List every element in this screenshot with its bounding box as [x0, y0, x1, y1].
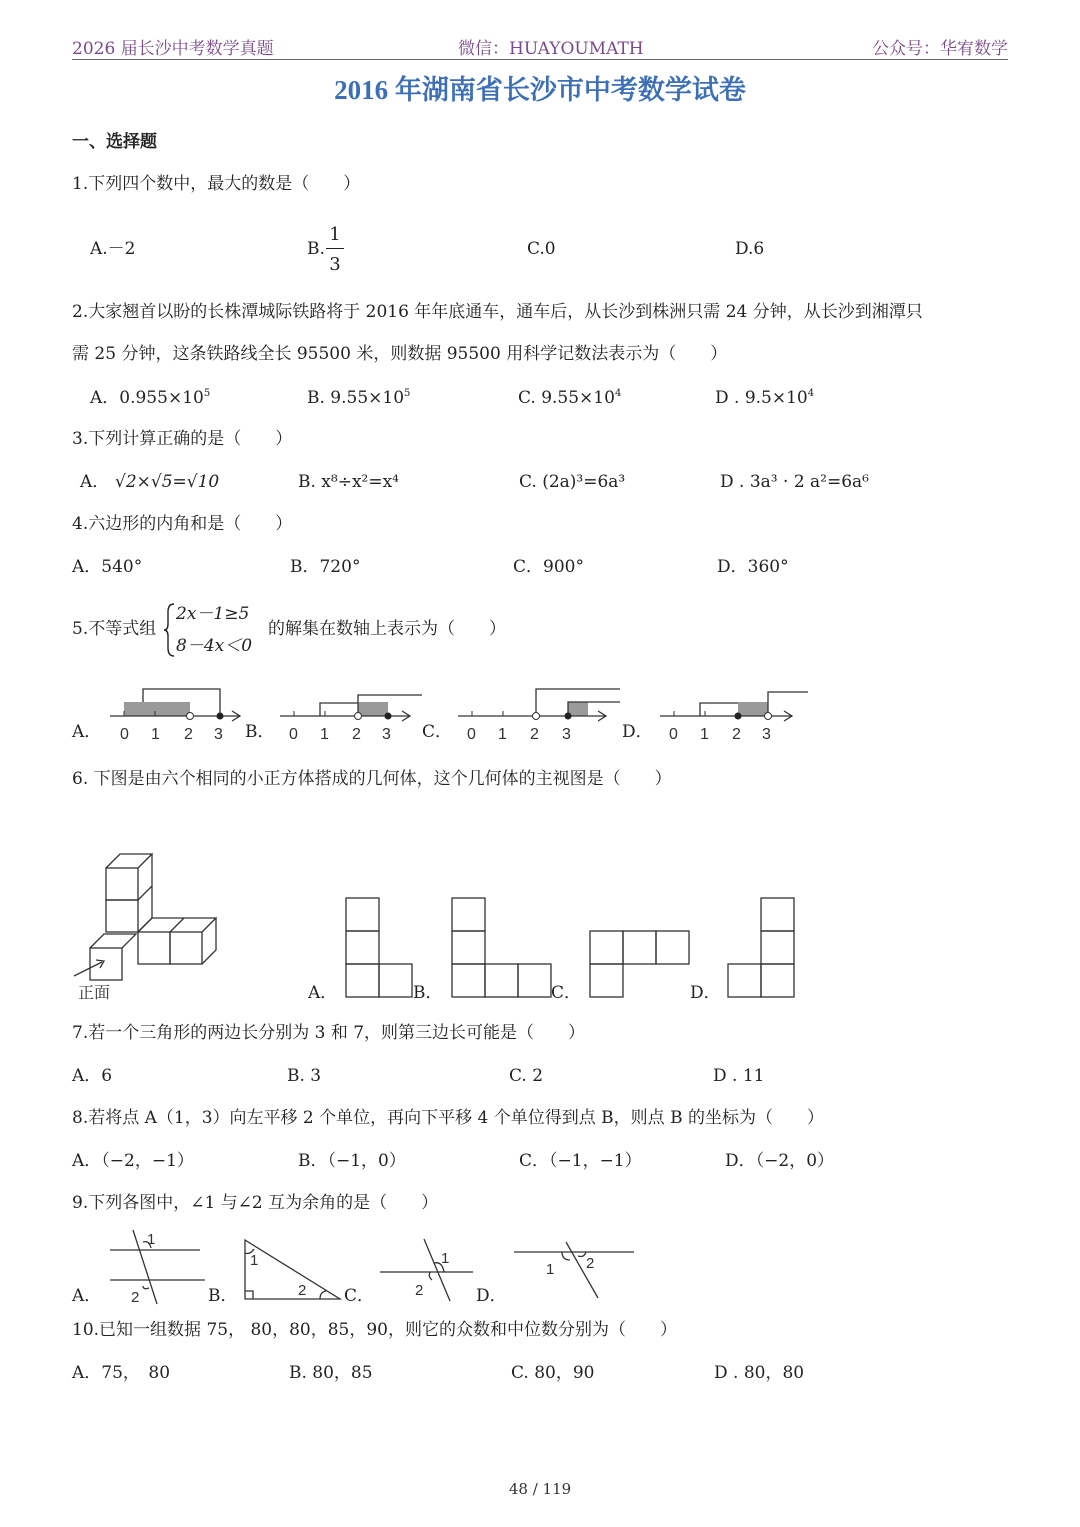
q5-option-a-label: A．: [72, 722, 102, 742]
tick-label: 2: [184, 726, 193, 743]
q7-option-b: B. 3: [287, 1066, 322, 1086]
angle-label: 1: [147, 1231, 156, 1248]
header-right: 公众号：华宥数学: [872, 39, 1008, 59]
q6-option-d-label: D．: [690, 983, 721, 1003]
tick-label: 2: [732, 726, 741, 743]
q5-option-c-label: C．: [422, 722, 453, 742]
q3-option-c: C. (2a)³=6a³: [519, 472, 626, 492]
angle-figure-d: [512, 1238, 637, 1308]
fraction-bar: [326, 248, 344, 249]
q5-option-b-label: B．: [245, 722, 275, 742]
header-left: 2026 届长沙中考数学真题: [72, 39, 274, 59]
angle-label: 1: [441, 1250, 450, 1267]
q6-stem: 6. 下图是由六个相同的小正方体搭成的几何体，这个几何体的主视图是（ ）: [72, 769, 672, 789]
q10-option-b: B. 80，85: [289, 1363, 373, 1383]
q8-option-b: B．（−1，0）: [298, 1151, 406, 1171]
number-line-a: [100, 685, 250, 745]
q3-option-a-label: A．: [80, 472, 110, 492]
tick-label: 1: [151, 726, 160, 743]
q1-option-a: A.－2: [90, 239, 136, 259]
q10-option-d: D . 80，80: [714, 1363, 805, 1383]
tick-label: 0: [467, 726, 476, 743]
header-divider: [72, 59, 1008, 60]
q1-option-b-prefix: B.: [307, 239, 325, 259]
angle-label: 2: [415, 1282, 424, 1299]
q2-option-a: A．$0.955\times 10^5$: [90, 388, 211, 408]
q2-option-d: D . $9.5\times 10^4$: [715, 388, 815, 408]
angle-label: 1: [250, 1252, 259, 1269]
q5-option-d-label: D．: [622, 722, 653, 742]
brace-icon: [164, 602, 176, 658]
angle-label: 1: [546, 1261, 555, 1278]
q2-stem-line2: 需 25 分钟，这条铁路线全长 95500 米，则数据 95500 用科学记数法表示为（ ）: [72, 344, 728, 364]
q4-option-d: D．360°: [717, 557, 789, 577]
header-center: 微信：HUAYOUMATH: [458, 39, 644, 59]
tick-label: 0: [669, 726, 678, 743]
q3-stem: 3.下列计算正确的是（ ）: [72, 429, 293, 449]
q9-option-d-label: D．: [476, 1286, 507, 1306]
tick-label: 1: [320, 726, 329, 743]
tick-label: 2: [352, 726, 361, 743]
q2-stem-line1: 2.大家翘首以盼的长株潭城际铁路将于 2016 年年底通车，通车后，从长沙到株洲只需 24 分钟，从长沙到湘潭只: [72, 302, 923, 322]
tick-label: 1: [700, 726, 709, 743]
q6-option-b-label: B．: [413, 983, 443, 1003]
angle-figure-c: [378, 1235, 478, 1305]
q2-option-b: B. $9.55\times 10^5$: [307, 388, 411, 408]
tick-label: 3: [562, 726, 571, 743]
q4-stem: 4.六边形的内角和是（ ）: [72, 514, 293, 534]
q7-option-a: A．6: [72, 1066, 113, 1086]
tick-label: 2: [530, 726, 539, 743]
q4-option-a: A．540°: [72, 557, 143, 577]
front-view-d: [727, 897, 797, 999]
q6-option-a-label: A．: [308, 983, 338, 1003]
tick-label: 3: [214, 726, 223, 743]
angle-figure-a: [105, 1228, 215, 1308]
q5-ineq1: 2x－1≥5: [176, 604, 250, 624]
number-line-b: [280, 685, 430, 745]
q1-option-b-denominator: 3: [329, 254, 341, 275]
front-view-b: [451, 897, 553, 999]
number-line-d: [660, 685, 820, 745]
page-number: 48 / 119: [508, 1480, 572, 1498]
angle-label: 2: [131, 1289, 140, 1306]
q2-option-c: C. $9.55\times 10^4$: [518, 388, 622, 408]
q10-option-c: C. 80，90: [511, 1363, 595, 1383]
q7-option-d: D . 11: [713, 1066, 765, 1086]
q9-option-c-label: C．: [344, 1286, 375, 1306]
section-heading: 一、选择题: [72, 132, 157, 152]
tick-label: 0: [289, 726, 298, 743]
q8-option-a: A．（−2，−1）: [72, 1151, 194, 1171]
q6-option-c-label: C．: [551, 983, 582, 1003]
front-view-c: [589, 930, 691, 1000]
q7-stem: 7.若一个三角形的两边长分别为 3 和 7，则第三边长可能是（ ）: [72, 1023, 586, 1043]
angle-figure-b: [240, 1235, 350, 1305]
tick-label: 1: [498, 726, 507, 743]
tick-label: 3: [762, 726, 771, 743]
q5-suffix: 的解集在数轴上表示为（ ）: [268, 619, 506, 639]
page-title: 2016 年湖南省长沙市中考数学试卷: [334, 75, 746, 105]
q9-option-b-label: B．: [208, 1286, 238, 1306]
q1-stem: 1.下列四个数中，最大的数是（ ）: [72, 174, 361, 194]
tick-label: 0: [120, 726, 129, 743]
q1-option-c: C.0: [527, 239, 556, 259]
q8-option-c: C．（−1，−1）: [519, 1151, 642, 1171]
q10-stem: 10.已知一组数据 75， 80，80，85，90，则它的众数和中位数分别为（ ）: [72, 1320, 678, 1340]
q3-option-b: B. x⁸÷x²=x⁴: [298, 472, 399, 492]
q3-option-d: D . 3a³ · 2 a²=6a⁶: [720, 472, 869, 492]
q9-stem: 9.下列各图中，∠1 与∠2 互为余角的是（ ）: [72, 1193, 439, 1213]
tick-label: 3: [382, 726, 391, 743]
front-label: 正面: [78, 985, 111, 1002]
q7-option-c: C. 2: [509, 1066, 544, 1086]
front-view-a: [345, 897, 415, 999]
q1-option-d: D.6: [735, 239, 765, 259]
q8-stem: 8.若将点 A（1，3）向左平移 2 个单位，再向下平移 4 个单位得到点 B，则点 B 的坐标为（ ）: [72, 1108, 824, 1128]
q8-option-d: D．（−2，0）: [725, 1151, 835, 1171]
number-line-c: [458, 685, 628, 745]
cube-solid-figure: [70, 850, 230, 1005]
q4-option-c: C．900°: [513, 557, 584, 577]
q3-option-a-expr: √2×√5=√10: [115, 472, 220, 492]
q5-ineq2: 8－4x＜0: [176, 636, 253, 656]
q5-prefix: 5.不等式组: [72, 619, 157, 639]
angle-label: 2: [298, 1282, 307, 1299]
q9-option-a-label: A．: [72, 1286, 102, 1306]
angle-label: 2: [586, 1255, 595, 1272]
q4-option-b: B．720°: [290, 557, 361, 577]
q1-option-b-numerator: 1: [329, 224, 341, 245]
q10-option-a: A．75， 80: [72, 1363, 171, 1383]
